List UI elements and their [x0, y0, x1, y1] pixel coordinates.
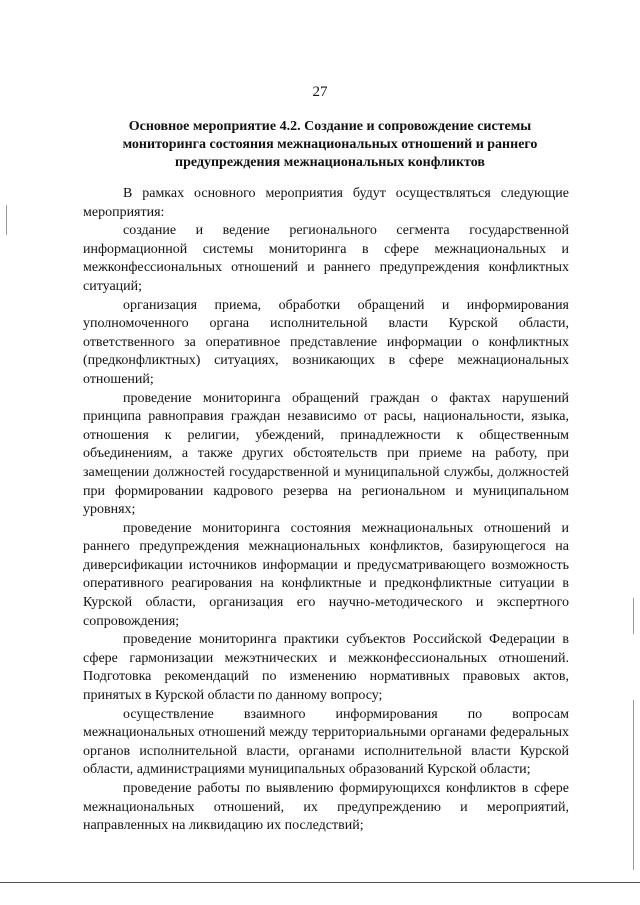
- paragraph: осуществление взаимного информирования по вопросам межнациональных отношений между территориальными органами федеральных органов исполнительной власти, органами исполнительной власти Курской области, администрациями муниципальных образований Курской области;: [83, 706, 569, 778]
- paragraph: создание и ведение регионального сегмента государственной информационной системы мониторинга в сфере межнациональных и межконфессиональных отношений и раннего предупреждения конфликтных ситуаций;: [83, 223, 569, 294]
- paragraph: проведение мониторинга обращений граждан о фактах нарушений принципа равноправия граждан независимо от расы, национальности, языка, отношения к религии, убеждений, принадлежности к общественным объединениям, а также других обстоятельств при приеме на работу, при замещении должностей государственной и муниципальной службы, должностей при формировании кадрового резерва на региональном и муниципальном уровнях;: [83, 390, 569, 518]
- paragraph: В рамках основного мероприятия будут осуществляться следующие мероприятия:: [83, 186, 569, 220]
- body-text: [83, 185, 569, 836]
- heading-line: мониторинга состояния межнациональных отношений и раннего: [122, 137, 538, 152]
- scan-edge-mark: [633, 598, 634, 634]
- section-heading: [100, 118, 560, 172]
- heading-line: предупреждения межнациональных конфликтов: [175, 155, 485, 170]
- scan-edge-mark: [6, 205, 7, 235]
- scan-border-line: [0, 882, 640, 883]
- scan-edge-mark: [633, 700, 634, 870]
- paragraph: проведение мониторинга состояния межнациональных отношений и раннего предупреждения межнациональных конфликтов, базирующегося на диверсификации источников информации и предусматривающего возможность оперативного реагирования на конфликтные и предконфликтные ситуации в Курской области, организация его научно-методического и экспертного сопровождения;: [83, 520, 569, 629]
- paragraph: организация приема, обработки обращений и информирования уполномоченного органа исполнительной власти Курской области, ответственного за оперативное представление информации о конфликтных (предконфликтных) ситуациях, возникающих в сфере межнациональных отношений;: [83, 297, 569, 387]
- paragraph: проведение мониторинга практики субъектов Российской Федерации в сфере гармонизации межэтнических и межконфессиональных отношений. Подготовка рекомендаций по изменению нормативных правовых актов, принятых в Курской области по данному вопросу;: [83, 632, 569, 704]
- paragraph: проведение работы по выявлению формирующихся конфликтов в сфере межнациональных отношений, их предупреждению и мероприятий, направленных на ликвидацию их последствий;: [83, 781, 569, 834]
- page-number: 27: [312, 84, 328, 100]
- heading-line: Основное мероприятие 4.2. Создание и сопровождение системы: [128, 119, 532, 134]
